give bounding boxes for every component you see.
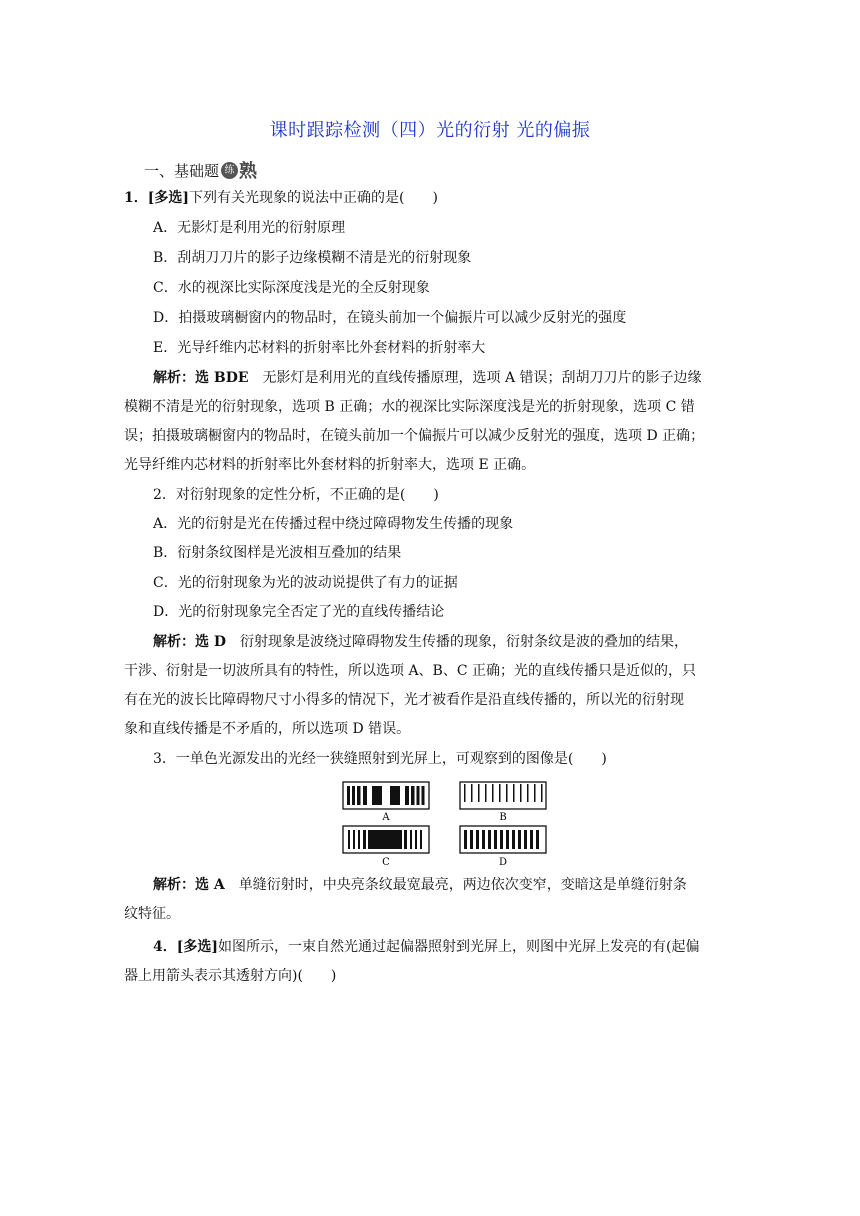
q4-stem-line-2: 器上用箭头表示其透射方向)( ) bbox=[124, 968, 337, 984]
q1-option-e: E．光导纤维内芯材料的折射率比外套材料的折射率大 bbox=[153, 340, 486, 356]
q1-answer-line-1 bbox=[153, 368, 702, 388]
q1-answer-line-3: 误；拍摄玻璃橱窗内的物品时，在镜头前加一个偏振片可以减少反射光的强度，选项 D 正确； bbox=[124, 428, 705, 444]
q2-answer-label: 解析：选 D bbox=[153, 634, 227, 650]
section-prefix: 一、基础题 bbox=[144, 161, 220, 180]
pattern-a bbox=[343, 782, 429, 809]
figure-label-a: A bbox=[382, 812, 390, 823]
pattern-d bbox=[460, 826, 546, 853]
q4-stem-text-1: 如图所示，一束自然光通过起偏器照射到光屏上，则图中光屏上发亮的有(起偏 bbox=[218, 939, 700, 955]
q3-answer-label: 解析：选 A bbox=[153, 877, 225, 893]
figure-label-b: B bbox=[499, 812, 507, 823]
q4-tag: 4．[多选] bbox=[153, 939, 218, 955]
q1-option-d: D．拍摄玻璃橱窗内的物品时，在镜头前加一个偏振片可以减少反射光的强度 bbox=[153, 310, 627, 326]
q1-answer-line-4: 光导纤维内芯材料的折射率比外套材料的折射率大，选项 E 正确。 bbox=[124, 457, 536, 473]
q1-answer-text-1: 无影灯是利用光的直线传播原理，选项 A 错误；刮胡刀刀片的影子边缘 bbox=[262, 370, 702, 386]
q2-option-c: C．光的衍射现象为光的波动说提供了有力的证据 bbox=[153, 575, 458, 591]
q2-stem: 2．对衍射现象的定性分析，不正确的是( ) bbox=[153, 487, 439, 503]
q2-option-d: D．光的衍射现象完全否定了光的直线传播结论 bbox=[153, 604, 445, 620]
q3-stem: 3．一单色光源发出的光经一狭缝照射到光屏上，可观察到的图像是( ) bbox=[153, 751, 607, 767]
q2-option-a: A．光的衍射是光在传播过程中绕过障碍物发生传播的现象 bbox=[153, 516, 514, 532]
page-title: 课时跟踪检测（四）光的衍射 光的偏振 bbox=[269, 120, 591, 141]
q3-answer-line-1 bbox=[153, 875, 687, 895]
figure-label-c: C bbox=[382, 857, 390, 868]
figure-label-d: D bbox=[498, 857, 508, 868]
q1-answer-line-2: 模糊不清是光的衍射现象，选项 B 正确；水的视深比实际深度浅是光的折射现象，选项 C 错 bbox=[124, 399, 695, 415]
q1-option-b: B．刮胡刀刀片的影子边缘模糊不清是光的衍射现象 bbox=[153, 250, 472, 266]
section-heading bbox=[144, 157, 257, 183]
q1-option-c: C．水的视深比实际深度浅是光的全反射现象 bbox=[153, 280, 430, 296]
diffraction-patterns-figure bbox=[340, 778, 550, 870]
q2-answer-line-4: 象和直线传播是不矛盾的，所以选项 D 错误。 bbox=[124, 721, 411, 737]
q3-answer-line-2: 纹特征。 bbox=[124, 906, 180, 922]
q4-stem-line-1 bbox=[153, 937, 699, 957]
q2-answer-line-2: 干涉、衍射是一切波所具有的特性，所以选项 A、B、C 正确；光的直线传播只是近似的，只 bbox=[124, 663, 697, 679]
q1-tag: 1．[多选] bbox=[124, 190, 189, 206]
section-badge: 练 bbox=[221, 162, 238, 179]
q2-answer-text-1: 衍射现象是波绕过障碍物发生传播的现象，衍射条纹是波的叠加的结果， bbox=[240, 634, 689, 650]
q3-answer-text-1: 单缝衍射时，中央亮条纹最宽最亮，两边依次变窄，变暗这是单缝衍射条 bbox=[238, 877, 687, 893]
q2-answer-line-3: 有在光的波长比障碍物尺寸小得多的情况下，光才被看作是沿直线传播的，所以光的衍射现 bbox=[124, 692, 684, 708]
section-suffix: 熟 bbox=[239, 161, 258, 182]
q1-stem-text: 下列有关光现象的说法中正确的是( ) bbox=[189, 190, 438, 206]
q1-answer-label: 解析：选 BDE bbox=[153, 370, 249, 386]
pattern-b bbox=[460, 782, 546, 809]
pattern-c bbox=[343, 826, 429, 853]
q1-option-a: A．无影灯是利用光的衍射原理 bbox=[153, 220, 346, 236]
q2-option-b: B．衍射条纹图样是光波相互叠加的结果 bbox=[153, 545, 402, 561]
q2-answer-line-1 bbox=[153, 632, 688, 652]
q1-stem bbox=[124, 188, 438, 208]
